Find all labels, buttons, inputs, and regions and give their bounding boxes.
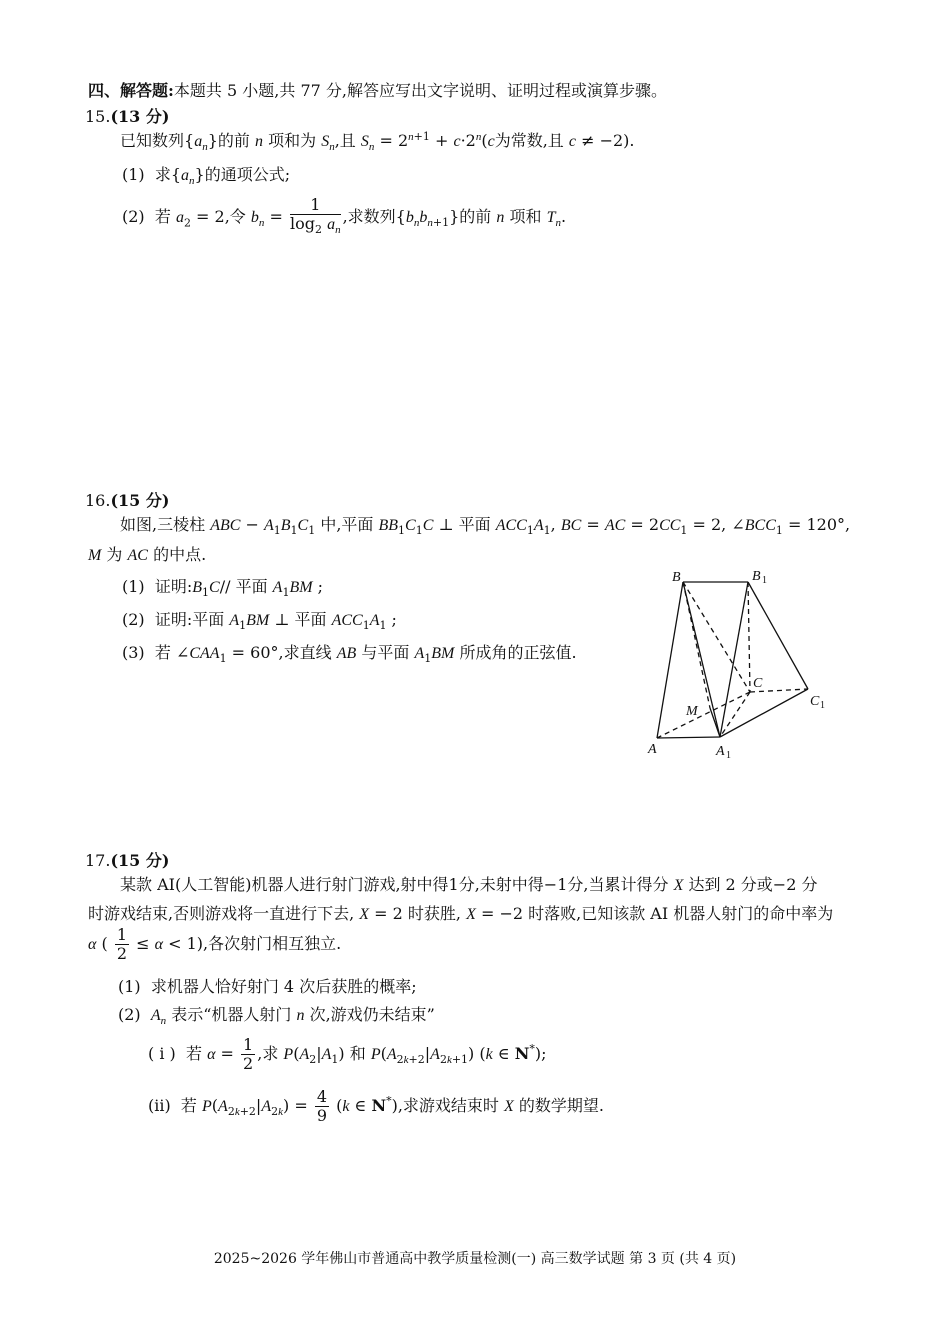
q16-stem-text: , [550,515,556,534]
q15-part2-text: ,令 [224,207,246,227]
edge-B1C [748,582,750,692]
label-A1: A [716,744,725,759]
q15-part1-text: 求 [154,165,171,184]
edge-B1C1 [748,582,808,689]
q17-stem-line1: 某款 AI(人工智能)机器人进行射门游戏,射中得1分,未射中得−1分,当累计得分 X 达到 2 分或−2 分 [120,875,818,894]
section-title: 四、解答题: [88,81,174,100]
q15-stem-text: 项和为 [268,131,317,150]
q17-part2-text: 表示“机器人射门 [171,1005,292,1024]
fraction: $\frac{1}{\log_2 a_n}$ [289,195,341,237]
q15-part2: (2) 若 $a_2 = 2$,令 $b_n$ = $\frac{1}{\log_2 a_n}$ ,求数列$\{b_nb_{n+1}\}$的前 n 项和 $T_n$. [122,196,566,239]
q16-stem-text: 中,平面 [320,515,374,534]
q17-stem-line3: α ( $\frac{1}{2}$ ≤ α < 1),各次射门相互独立. [88,925,342,963]
q17-part2ii-text: 若 [180,1096,197,1115]
q15-part1: (1) 求$\{a_n\}$的通项公式; [122,165,291,188]
q15-stem-text: ). [623,131,635,150]
q16-part3: (3) 若 $\angle CAA_1 = 60^\circ$,求直线 AB 与平面 $A_1BM$ 所成角的正弦值. [122,643,577,666]
edge-BA [657,582,683,738]
q17-part2ii-text: 的数学期望. [518,1096,604,1115]
q16-header [85,488,169,511]
label-M: M [686,704,698,719]
q16-part1-text: 证明: [154,577,193,596]
q17-number: 17. [85,851,111,870]
q17-part2i-text: ,求 [257,1044,279,1063]
q16-part1-text: // 平面 [219,577,268,596]
q15-stem-text: ,且 [334,131,356,150]
edge-BM [683,582,710,708]
q16-stem-line2: M 为 AC 的中点. [88,545,207,564]
part-number: ( i ) [148,1044,176,1063]
label-B1: B [752,569,761,584]
q17-part2i-text: 若 [185,1044,202,1063]
q16-part3-text: ,求直线 [278,643,332,662]
q16-stem-text: 如图,三棱柱 [120,515,206,534]
section-heading [88,78,667,101]
q15-number: 15. [85,107,111,126]
q15-stem-text: ( [481,131,488,150]
q17-part2i: ( i ) 若 α = $\frac{1}{2}$ ,求 $P(A_2|A_1)$ 和 $P(A_{2k+2}|A_{2k+1})$ (k ∈ N*); [148,1035,547,1073]
edge-AA1-base [657,737,720,738]
q17-stem-text: 时获胜, [407,904,461,923]
q15-stem-text: 为常数,且 [494,131,564,150]
q16-part3-text: 所成角的正弦值. [459,643,577,662]
q16-number: 16. [85,491,111,510]
q15-stem: 已知数列$\{a_n\}$的前 n 项和为 $S_n$,且 $S_n = 2^{n+1} + c\cdot 2^n(c$为常数,且 c ≠ −2). [120,129,635,154]
q17-stem-text: 达到 2 分或−2 分 [688,875,818,894]
label-sub: 1 [820,700,825,711]
q16-part1: (1) 证明$:B_1C//$ 平面 $A_1BM$ ; [122,577,324,600]
q17-part1 [118,974,417,997]
q17-stem-text: 时游戏结束,否则游戏将一直进行下去, [88,904,355,923]
page-footer: 2025~2026 学年佛山市普通高中教学质量检测(一) 高三数学试题 第 3 页 (共 4 页) [213,1251,737,1267]
edge-CA [657,692,750,738]
q17-part2i-text: 和 [349,1044,366,1063]
q15-points: (13 分) [110,107,170,126]
q16-stem-text: 的中点. [153,545,207,564]
q16-part2-text: 证明:平面 [154,610,225,629]
q15-part1-text: 的通项公式; [204,165,291,184]
q15-part2-text: 若 [154,207,171,227]
edge-MA1 [710,708,720,737]
section-instructions: 本题共 5 小题,共 77 分,解答应写出文字说明、证明过程或演算步骤。 [173,81,667,100]
q17-part2i-text: ; [541,1044,547,1063]
q16-stem-text: 平面 [458,515,491,534]
q17-part2ii: (ii) 若 $P(A_{2k+2}|A_{2k})$ = $\frac{4}{9}$ (k ∈ N*),求游戏结束时 X 的数学期望. [148,1087,604,1125]
q16-stem-text: 为 [106,545,123,564]
part-number: (2) [118,1005,141,1024]
part-number: (ii) [148,1096,171,1115]
part-number: (1) [122,165,145,184]
q15-header [85,104,169,127]
q16-points: (15 分) [110,491,170,510]
q15-part2-text: 的前 [459,207,492,227]
q15-part2-text: 项和 [509,207,542,227]
q17-stem-line2: 时游戏结束,否则游戏将一直进行下去, X = 2 时获胜, X = −2 时落败,已知该款 AI 机器人射门的命中率为 [88,904,834,923]
label-C1: C [810,694,820,709]
q17-part1-text: 求机器人恰好射门 4 次后获胜的概率; [150,977,417,996]
q16-part2: (2) 证明:平面 $A_1BM$ ⊥ 平面 $ACC_1A_1$ ; [122,610,397,633]
edge-A1C1 [720,689,808,737]
q15-part2-text: ,求数列 [342,207,396,227]
q17-stem-text: 时落败,已知该款 AI 机器人射门的命中率为 [528,904,834,923]
edge-B1A1 [720,582,748,737]
label-sub: 1 [726,750,731,761]
part-number: (1) [122,577,145,596]
prism-figure [640,565,840,765]
label-C: C [753,676,763,691]
fraction: $\frac{1}{2}$ [243,1035,254,1073]
fraction: $\frac{1}{2}$ [116,925,128,963]
q16-part3-text: 若 [154,643,171,662]
part-number: (1) [118,977,141,996]
q15-stem-text: 已知数列 [120,131,185,150]
q17-header [85,848,169,871]
part-number: (3) [122,643,145,662]
q17-part2-text: 次,游戏仍未结束” [309,1005,435,1024]
edge-BC [683,582,750,692]
label-B: B [672,570,681,585]
part-number: (2) [122,207,145,227]
q17-part2: (2) $A_n$ 表示“机器人射门 n 次,游戏仍未结束” [118,1005,435,1028]
q17-stem-text: 某款 AI(人工智能)机器人进行射门游戏,射中得1分,未射中得−1分,当累计得分 [120,875,669,894]
q16-part2-text: 平面 [294,610,327,629]
fraction: $\frac{4}{9}$ [316,1087,327,1125]
q17-part2ii-text: ,求游戏结束时 [397,1096,499,1115]
label-sub: 1 [762,575,767,586]
q17-points: (15 分) [110,851,170,870]
label-A: A [648,742,657,757]
q16-part3-text: 与平面 [361,643,410,662]
q16-stem-line1: 如图,三棱柱 ABC − $A_1B_1C_1$ 中,平面 $BB_1C_1C$ ⊥ 平面 $ACC_1A_1$, BC = AC = $2CC_1 = 2$, $\angle BCC_1 = 120^\circ$, [120,515,851,538]
q15-stem-text: 的前 [217,131,250,150]
part-number: (2) [122,610,145,629]
q17-stem-text: ,各次射门相互独立. [203,934,342,953]
q16-stem-text: , [721,515,727,534]
